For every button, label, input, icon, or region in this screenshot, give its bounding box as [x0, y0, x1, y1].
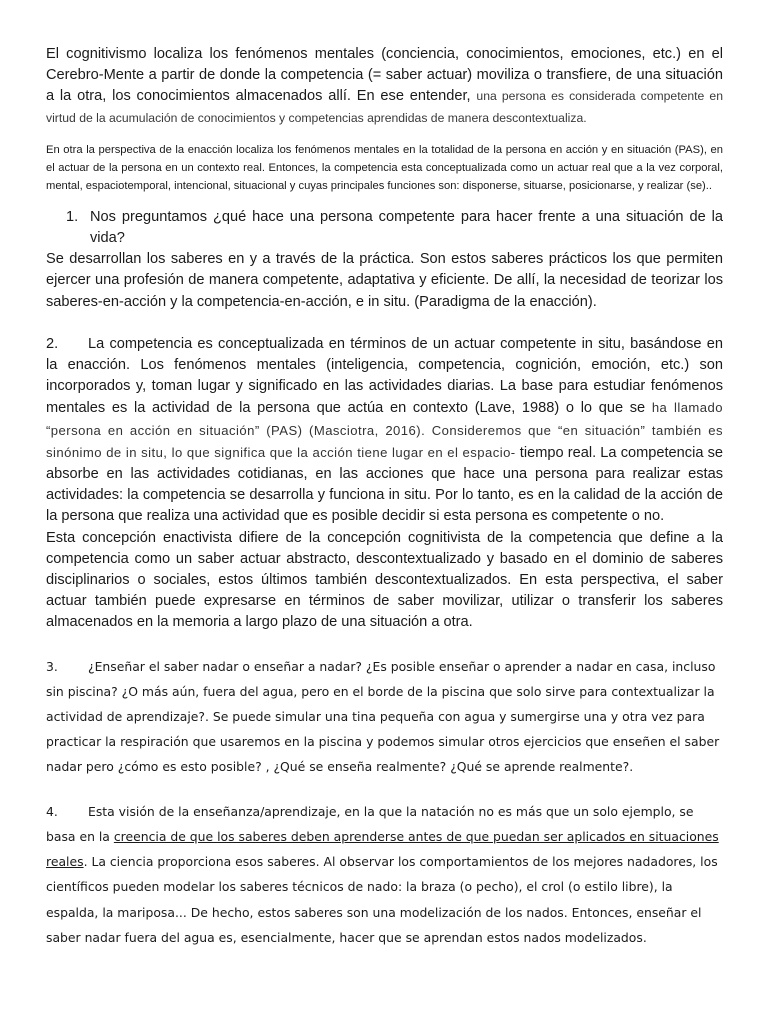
paragraph-cognitivismo	[46, 44, 723, 129]
item-3-text: ¿Enseñar el saber nadar o enseñar a nadar? ¿Es posible enseñar o aprender a nadar en casa, incluso sin piscina? ¿O más aún, fuera del agua, pero en el borde de la piscina que solo sirve para contextualizar la actividad de aprendizaje?. Se puede simular una tina pequeña con agua y sumergirse una y otra vez para practicar la respiración que usaremos en la piscina y podemos simular otros ejercicios que enseñen el saber nadar pero ¿cómo es esto posible? , ¿Qué se enseña realmente? ¿Qué se aprende realmente?.	[46, 658, 720, 775]
document-page	[46, 44, 723, 950]
item-1-answer: Se desarrollan los saberes en y a través de la práctica. Son estos saberes prácticos los que permiten ejercer una profesión de manera competente, adaptativa y eficiente. De allí, la necesidad de teorizar los saberes-en-acción y la competencia-en-acción, e in situ. (Paradigma de la enacción).	[46, 251, 723, 310]
item-1-number: 1.	[66, 208, 79, 225]
item-1-question: Nos preguntamos ¿qué hace una persona competente para hacer frente a una situación de la vida?	[90, 208, 723, 247]
numbered-item-4	[46, 799, 723, 950]
item-4-number: 4.	[46, 804, 58, 820]
numbered-item-2	[46, 334, 723, 528]
item-4-text-b: . La ciencia proporciona esos saberes. Al observar los comportamientos de los mejores nadadores, los científicos pueden modelar los saberes técnicos de nado: la braza (o pecho), el crol (o estilo libre), la espalda, la mariposa... De hecho, estos saberes son una modelización de los nados. Entonces, enseñar el saber nadar fuera del agua es, esencialmente, hacer que se aprendan estos nados modelizados.	[46, 854, 718, 945]
numbered-item-1	[46, 207, 723, 249]
item-2-text-a: La competencia es conceptualizada en términos de un actuar competente in situ, basándose en la enacción. Los fenómenos mentales (inteligencia, competencia, cognición, emoción, etc.) son incorporados y, toman lugar y significado en las actividades diarias. La base para estudiar fenómenos mentales es la actividad de la persona que actúa en contexto (Lave, 1988) o lo que se	[46, 335, 723, 417]
item-4-underlined-text: creencia de que los saberes deben aprenderse antes de que puedan ser aplicados en situaciones reales	[46, 829, 719, 870]
item-2-number: 2.	[46, 335, 59, 352]
paragraph-enaccion: En otra la perspectiva de la enacción localiza los fenómenos mentales en la totalidad de la persona en acción y en situación (PAS), en el actuar de la persona en un contexto real. Entonces, la competencia esta conceptualizada como un actuar real que a la vez corporal, mental, espaciotemporal, intencional, situacional y cuyas principales funciones son: disponerse, situarse, posicionarse, y realizar (se)..	[46, 143, 723, 192]
item-4-text-a: Esta visión de la enseñanza/aprendizaje, en la que la natación no es más que un solo ejemplo, se basa en la	[46, 804, 694, 845]
paragraph-cognitivismo-main: El cognitivismo localiza los fenómenos mentales (conciencia, conocimientos, emociones, etc.) en el Cerebro-Mente a partir de donde la competencia (= saber actuar) moviliza o transfiere, de una situación a la otra, los conocimientos almacenados allí. En ese entender,	[46, 46, 723, 105]
item-3-number: 3.	[46, 658, 58, 674]
item-2-text-d: Esta concepción enactivista difiere de la concepción cognitivista de la competencia que define a la competencia como un saber actuar abstracto, descontextualizado y basado en el dominio de saberes disciplinarios o sociales, estos últimos también descontextualizados. En esta perspectiva, el saber actuar también puede expresarse en términos de saber movilizar, utilizar o transferir los saberes almacenados en la memoria a largo plazo de una situación a otra.	[46, 529, 723, 631]
item-2-text-b: ha llamado “persona en acción en situación” (PAS) (Masciotra, 2016). Consideremos que “en situación” también es sinónimo de in situ, lo que significa que la acción tiene lugar en el espacio-	[46, 400, 723, 460]
paragraph-cognitivismo-tail: una persona es considerada competente en virtud de la acumulación de conocimientos y competencias aprendidas de manera descontextualiza.	[46, 89, 723, 125]
numbered-item-3	[46, 654, 723, 779]
item-2-text-c: tiempo real. La competencia se absorbe en las actividades cotidianas, en las acciones que hace una persona para realizar estas actividades: la competencia se desarrolla y funciona in situ. Por lo tanto, es en la calidad de la acción de la persona que realiza una actividad que es posible decidir si esta persona es competente o no.	[46, 444, 724, 525]
